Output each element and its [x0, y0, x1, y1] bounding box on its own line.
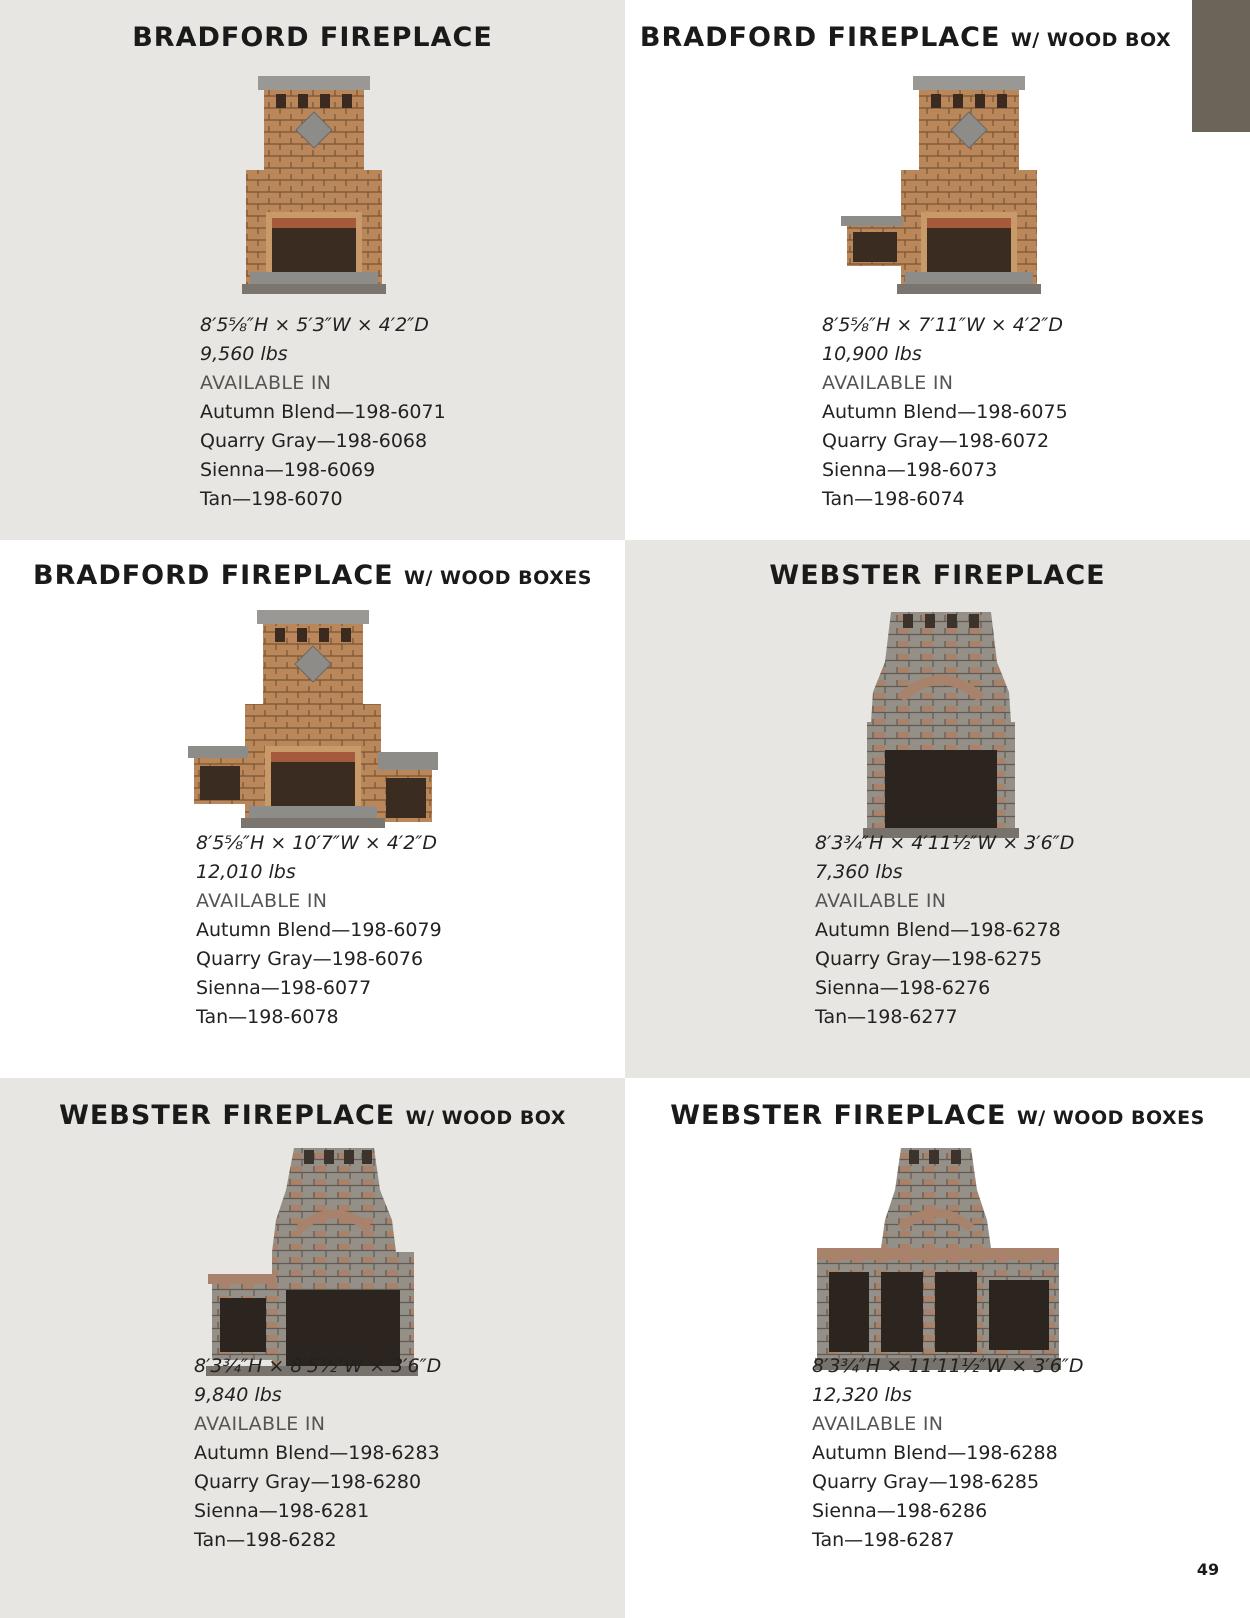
color-option-tan: Tan—198-6070: [200, 488, 343, 510]
weight: 9,840 lbs: [194, 1384, 282, 1406]
available-label: AVAILABLE IN: [196, 890, 328, 912]
color-option-autumn-blend: Autumn Blend—198-6071: [200, 401, 446, 423]
available-label: AVAILABLE IN: [200, 372, 332, 394]
product-card-bradford-fireplace: [0, 0, 625, 540]
color-option-autumn-blend: Autumn Blend—198-6288: [812, 1442, 1058, 1464]
weight: 10,900 lbs: [822, 343, 922, 365]
product-specs: [200, 311, 446, 514]
color-option-quarry-gray: Quarry Gray—198-6076: [196, 948, 424, 970]
product-specs: [196, 829, 442, 1032]
product-title-sub: W/ WOOD BOX: [405, 1107, 566, 1129]
color-option-quarry-gray: Quarry Gray—198-6285: [812, 1471, 1040, 1493]
product-title-main: WEBSTER FIREPLACE: [769, 560, 1106, 591]
weight: 9,560 lbs: [200, 343, 288, 365]
color-option-tan: Tan—198-6074: [822, 488, 965, 510]
product-title: [0, 1100, 625, 1131]
color-option-sienna: Sienna—198-6276: [815, 977, 991, 999]
product-card-bradford-wood-boxes: [0, 540, 625, 1078]
product-title-main: BRADFORD FIREPLACE: [132, 22, 493, 53]
product-title: [625, 22, 1186, 53]
product-title-sub: W/ WOOD BOXES: [404, 567, 592, 589]
color-option-sienna: Sienna—198-6069: [200, 459, 376, 481]
section-tab: [1192, 0, 1250, 132]
available-label: AVAILABLE IN: [812, 1413, 944, 1435]
product-specs: [822, 311, 1068, 514]
product-card-bradford-wood-box: [625, 0, 1250, 540]
color-option-autumn-blend: Autumn Blend—198-6283: [194, 1442, 440, 1464]
product-title: [0, 22, 625, 53]
dimensions: 8′3¾″H × 4′11½″W × 3′6″D: [815, 832, 1075, 854]
dimensions: 8′5⅝″H × 10′7″W × 4′2″D: [196, 832, 437, 854]
product-title-sub: W/ WOOD BOXES: [1016, 1107, 1205, 1129]
dimensions: 8′3¾″H × 8′5½″W × 3′6″D: [194, 1355, 442, 1377]
available-label: AVAILABLE IN: [194, 1413, 326, 1435]
color-option-autumn-blend: Autumn Blend—198-6079: [196, 919, 442, 941]
product-specs: [815, 829, 1074, 1032]
product-card-webster-wood-boxes: [625, 1078, 1250, 1618]
available-label: AVAILABLE IN: [822, 372, 954, 394]
dimensions: 8′5⅝″H × 7′11″W × 4′2″D: [822, 314, 1063, 336]
dimensions: 8′5⅝″H × 5′3″W × 4′2″D: [200, 314, 429, 336]
product-specs: [812, 1352, 1083, 1555]
available-label: AVAILABLE IN: [815, 890, 947, 912]
color-option-quarry-gray: Quarry Gray—198-6068: [200, 430, 428, 452]
product-title-main: WEBSTER FIREPLACE: [59, 1100, 396, 1131]
product-title-main: WEBSTER FIREPLACE: [670, 1100, 1007, 1131]
webster-fireplace-photo: [861, 602, 1021, 842]
color-option-quarry-gray: Quarry Gray—198-6280: [194, 1471, 422, 1493]
color-option-sienna: Sienna—198-6073: [822, 459, 998, 481]
color-option-sienna: Sienna—198-6281: [194, 1500, 370, 1522]
color-option-tan: Tan—198-6282: [194, 1529, 337, 1551]
color-option-tan: Tan—198-6287: [812, 1529, 955, 1551]
dimensions: 8′3¾″H × 11′11½″W × 3′6″D: [812, 1355, 1084, 1377]
color-option-tan: Tan—198-6078: [196, 1006, 339, 1028]
color-option-quarry-gray: Quarry Gray—198-6072: [822, 430, 1050, 452]
product-title-main: BRADFORD FIREPLACE: [33, 560, 394, 591]
color-option-quarry-gray: Quarry Gray—198-6275: [815, 948, 1043, 970]
bradford-wood-box-photo: [839, 66, 1049, 306]
product-title: [0, 560, 625, 591]
webster-wood-boxes-photo: [815, 1140, 1061, 1380]
page-number: 49: [1196, 1560, 1220, 1579]
bradford-wood-boxes-photo: [188, 602, 438, 842]
product-title-sub: W/ WOOD BOX: [1010, 29, 1172, 51]
weight: 12,320 lbs: [812, 1384, 912, 1406]
product-title: [625, 560, 1250, 591]
product-card-webster-fireplace: [625, 540, 1250, 1078]
color-option-sienna: Sienna—198-6286: [812, 1500, 988, 1522]
product-title-main: BRADFORD FIREPLACE: [639, 22, 1001, 53]
product-title: [625, 1100, 1250, 1131]
product-card-webster-wood-box: [0, 1078, 625, 1618]
webster-wood-box-photo: [206, 1140, 421, 1380]
weight: 7,360 lbs: [815, 861, 903, 883]
color-option-tan: Tan—198-6277: [815, 1006, 958, 1028]
bradford-fireplace-photo: [214, 66, 414, 306]
color-option-autumn-blend: Autumn Blend—198-6278: [815, 919, 1061, 941]
product-specs: [194, 1352, 441, 1555]
weight: 12,010 lbs: [196, 861, 296, 883]
color-option-sienna: Sienna—198-6077: [196, 977, 372, 999]
color-option-autumn-blend: Autumn Blend—198-6075: [822, 401, 1068, 423]
